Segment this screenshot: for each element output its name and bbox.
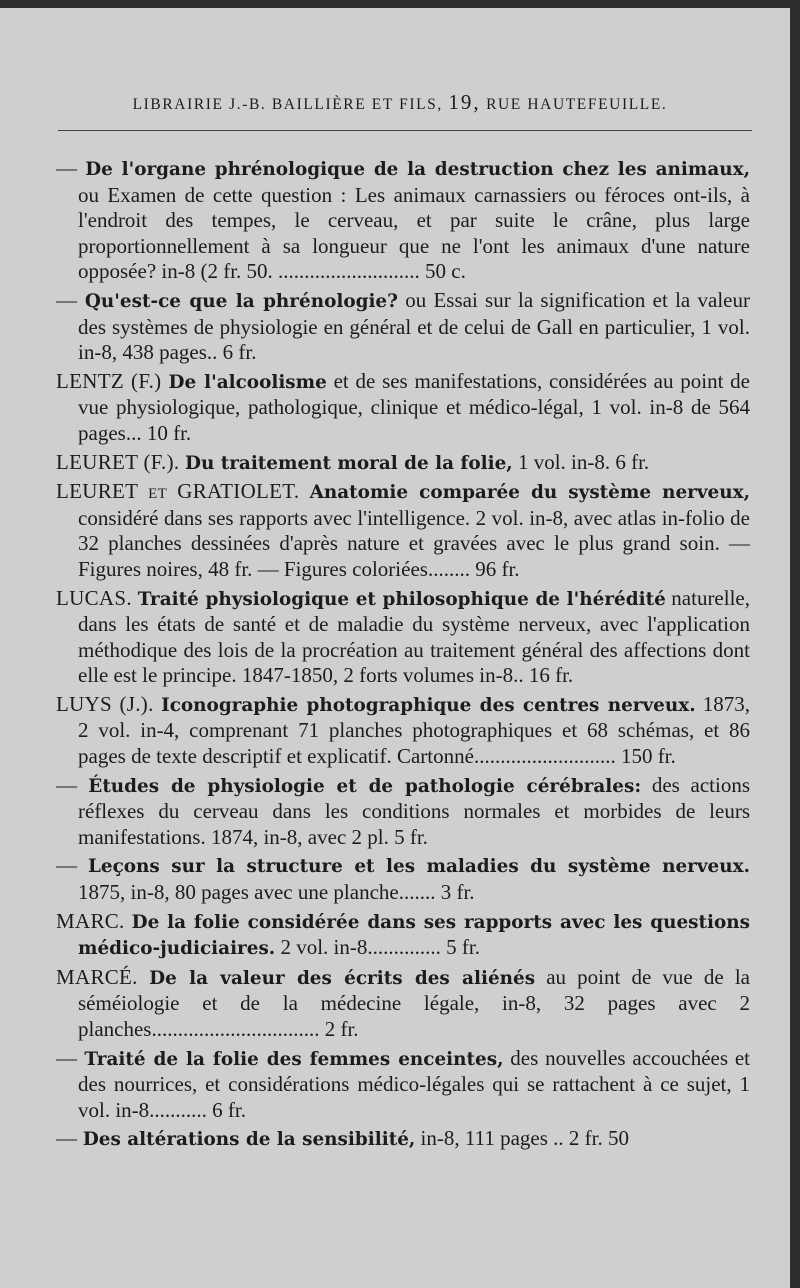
running-header bbox=[0, 90, 790, 115]
entry-description: 1875, in-8, 80 pages avec une planche bbox=[78, 880, 399, 905]
entry-price: 6 fr. bbox=[212, 1097, 246, 1122]
entry-leader-dots: ........................... bbox=[473, 744, 621, 769]
entry-description: ou Examen de cette question : Les animaux carnassiers ou féroces ont-ils, à l'endroit des tempes, le cerveau, et par suite le crâne, plus large proportionnellement à sa longueur que ne l'ont les animaux d'une nature opposée? in-8 (2 fr. 50. bbox=[78, 182, 750, 284]
header-rule bbox=[58, 130, 752, 131]
entry-author: — bbox=[56, 853, 88, 878]
entry-description: et de ses manifestations, considérées au point de vue physiologique, pathologique, clinique et médico-légal, 1 vol. in-8 de 564 pages... bbox=[78, 368, 750, 445]
entry-author: — bbox=[56, 1045, 85, 1070]
entry-price: 150 fr. bbox=[620, 744, 676, 769]
entry-leader-dots: ........................... bbox=[272, 259, 426, 284]
entry-author: — bbox=[56, 772, 89, 797]
entry-author: MARCÉ. bbox=[56, 964, 150, 989]
entry-author: — bbox=[56, 1126, 83, 1151]
entry-title: Traité physiologique et philosophique de l'hérédité bbox=[137, 588, 666, 610]
entry-price: 5 fr. bbox=[394, 824, 428, 849]
catalogue-entry bbox=[56, 1046, 750, 1124]
entry-author: LUYS (J.). bbox=[56, 691, 162, 716]
entry-title: Iconographie photographique des centres nerveux. bbox=[161, 694, 696, 716]
entry-price: 2 fr. bbox=[324, 1017, 359, 1041]
catalogue-entry bbox=[56, 479, 750, 582]
entry-leader-dots: .............. bbox=[367, 935, 447, 960]
catalogue-entry bbox=[56, 773, 750, 851]
entry-leader-dots: ........... bbox=[149, 1097, 213, 1122]
entry-price: 16 fr. bbox=[528, 663, 574, 688]
entry-leader-dots: ....... bbox=[398, 880, 441, 905]
entry-title: Leçons sur la structure et les maladies du système nerveux. bbox=[87, 856, 750, 878]
entry-leader-dots: ........ bbox=[427, 556, 476, 581]
entry-price: 96 fr. bbox=[475, 556, 520, 581]
catalogue-entry bbox=[56, 909, 750, 962]
entry-description: 1 vol. in-8. bbox=[512, 449, 611, 474]
entry-price: 2 fr. 50 bbox=[568, 1126, 629, 1151]
entry-price: 6 fr. bbox=[615, 449, 650, 474]
entry-title: Traité de la folie des femmes enceintes, bbox=[84, 1048, 504, 1070]
entry-price: 50 c. bbox=[425, 259, 466, 284]
header-street: RUE HAUTEFEUILLE. bbox=[486, 96, 668, 113]
entry-author: LENTZ (F.) bbox=[56, 368, 169, 393]
entry-description: des actions réflexes du cerveau dans les conditions normales et morbides de leurs manifestations. 1874, in-8, avec 2 pl. bbox=[78, 772, 750, 849]
entry-price: 3 fr. bbox=[440, 880, 475, 905]
entry-title: Qu'est-ce que la phrénologie? bbox=[84, 290, 398, 312]
catalogue-page bbox=[0, 8, 790, 1288]
entry-price: 6 fr. bbox=[222, 340, 257, 365]
catalogue-entry bbox=[56, 1126, 750, 1153]
entry-title: Anatomie comparée du système nerveux, bbox=[309, 482, 750, 504]
entry-author: — bbox=[56, 287, 85, 312]
entry-author: LEURET (F.). bbox=[56, 449, 185, 474]
catalogue-entry bbox=[56, 369, 750, 447]
catalogue-entry bbox=[56, 965, 750, 1043]
catalogue-entry bbox=[56, 692, 750, 770]
entry-price: 10 fr. bbox=[146, 420, 192, 445]
entry-author: — bbox=[56, 156, 86, 180]
entry-title: Des altérations de la sensibilité, bbox=[82, 1129, 416, 1151]
catalogue-entry bbox=[56, 156, 750, 285]
entry-description: des nouvelles accouchées et des nourrices, et considérations médico-légales qui se rattachent à ce sujet, 1 vol. in-8 bbox=[78, 1045, 750, 1122]
entry-title: Études de physiologie et de pathologie cérébrales: bbox=[88, 775, 642, 797]
catalogue-entry bbox=[56, 586, 750, 689]
entry-description: naturelle, dans les états de santé et de maladie du système nerveux, avec l'application méthodique des lois de la procréation au traitement général des affections dont elle est le principe. 1847-1850, 2 forts volumes in-8.. bbox=[78, 585, 750, 688]
entry-title: De la folie considérée dans ses rapports avec les questions médico-judiciaires. bbox=[78, 911, 751, 960]
entry-author: MARC. bbox=[56, 908, 132, 933]
catalogue-entry bbox=[56, 853, 750, 905]
entry-title: De l'alcoolisme bbox=[168, 371, 327, 393]
entry-title: De l'organe phrénologique de la destruction chez les animaux, bbox=[85, 159, 750, 180]
entry-description: in-8, 111 pages .. bbox=[415, 1126, 564, 1151]
entry-description: considéré dans ses rapports avec l'intelligence. 2 vol. in-8, avec atlas in-folio de 32 planches dessinées d'après nature et gravées avec le plus grand soin. — Figures noires, 48 fr. — Figures coloriées bbox=[78, 505, 750, 581]
entry-title: Du traitement moral de la folie, bbox=[185, 452, 513, 474]
entry-description: 2 vol. in-8 bbox=[275, 935, 368, 960]
catalogue-entries bbox=[56, 156, 750, 1156]
entry-author: LEURET et GRATIOLET. bbox=[56, 479, 310, 504]
header-street-number: 19, bbox=[448, 90, 481, 114]
entry-author: LUCAS. bbox=[56, 585, 138, 610]
entry-leader-dots: ................................ bbox=[151, 1017, 325, 1041]
entry-title: De la valeur des écrits des aliénés bbox=[149, 967, 536, 989]
catalogue-entry bbox=[56, 450, 750, 477]
entry-price: 5 fr. bbox=[446, 935, 480, 960]
catalogue-entry bbox=[56, 288, 750, 366]
entry-description: au point de vue de la séméiologie et de la médecine légale, in-8, 32 pages avec 2 planches bbox=[78, 964, 751, 1041]
entry-description: 1873, 2 vol. in-4, comprenant 71 planches photographiques et 68 schémas, et 86 pages de texte descriptif et explicatif. Cartonné bbox=[78, 691, 751, 769]
header-publisher: LIBRAIRIE J.-B. BAILLIÈRE ET FILS, bbox=[132, 96, 443, 113]
entry-description: ou Essai sur la signification et la valeur des systèmes de physiologie en général et de celui de Gall en particulier, 1 vol. in-8, 438 pages.. bbox=[78, 287, 750, 365]
